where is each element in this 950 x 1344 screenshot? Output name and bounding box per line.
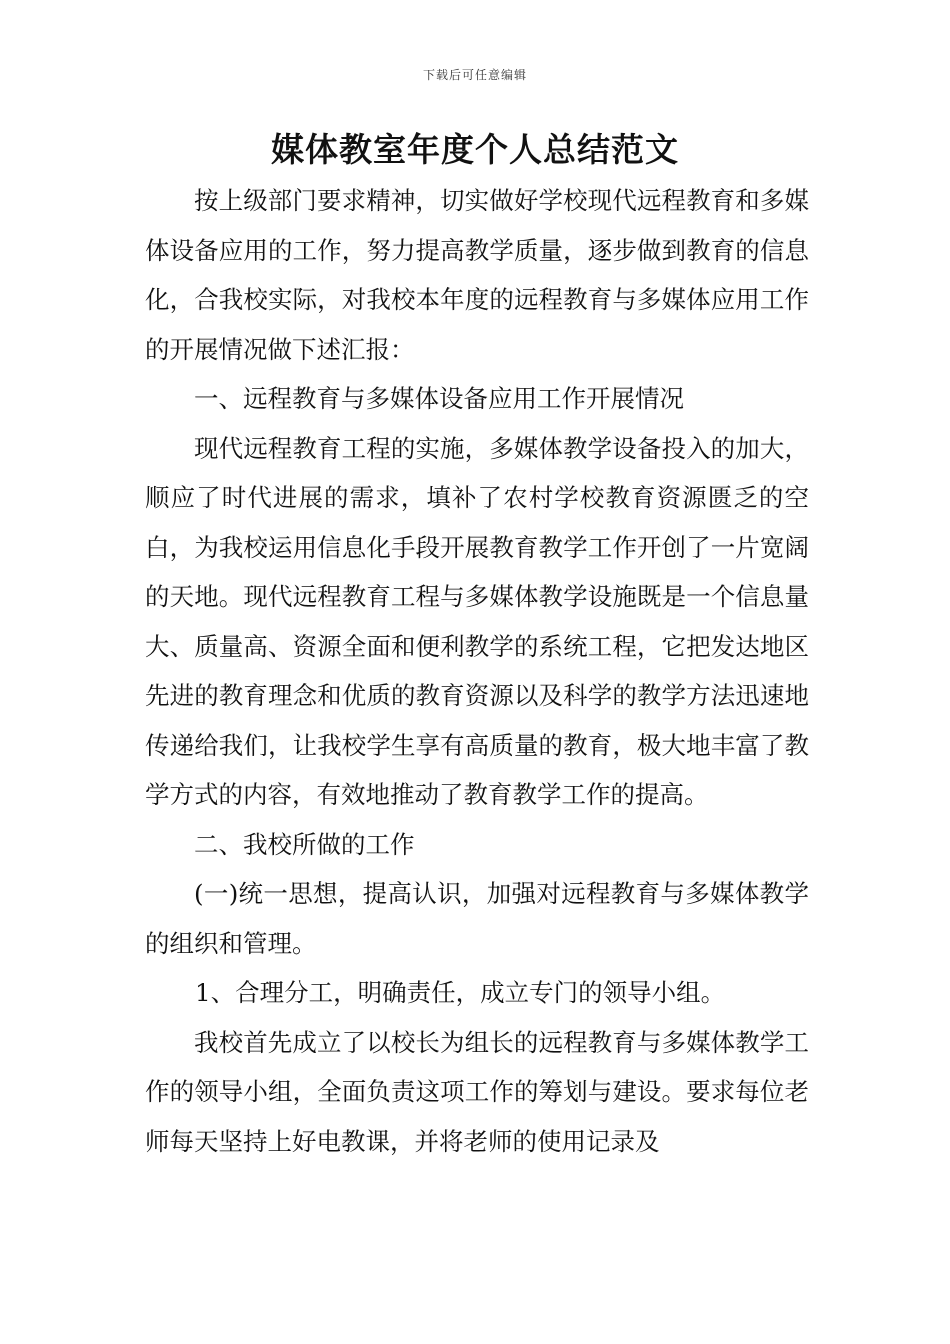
document-body: [145, 176, 809, 1166]
subsection-heading-1: (一)统一思想，提高认识，加强对远程教育与多媒体教学的组织和管理。: [145, 879, 809, 958]
header-note: 下载后可任意编辑: [422, 68, 527, 82]
section-1-paragraph: 现代远程教育工程的实施，多媒体教学设备投入的加大，顺应了时代进展的需求，填补了农村学校教育资源匮乏的空白，为我校运用信息化手段开展教育教学工作开创了一片宽阔的天地。现代远程教育工程与多媒体教学设施既是一个信息量大、质量高、资源全面和便利教学的系统工程，它把发达地区先进的教育理念和优质的教育资源以及科学的教学方法迅速地传递给我们，让我校学生享有高质量的教育，极大地丰富了教学方式的内容，有效地推动了教育教学工作的提高。: [145, 433, 809, 809]
numbered-item-1: 1、合理分工，明确责任，成立专门的领导小组。: [195, 978, 726, 1007]
intro-paragraph: 按上级部门要求精神，切实做好学校现代远程教育和多媒体设备应用的工作，努力提高教学质量，逐步做到教育的信息化，合我校实际，对我校本年度的远程教育与多媒体应用工作的开展情况做下述汇报：: [145, 186, 809, 364]
section-heading-2: 二、我校所做的工作: [194, 829, 415, 859]
section-heading-1: 一、远程教育与多媒体设备应用工作开展情况: [194, 384, 684, 413]
item-1-paragraph: 我校首先成立了以校长为组长的远程教育与多媒体教学工作的领导小组，全面负责这项工作的筹划与建设。要求每位老师每天坚持上好电教课，并将老师的使用记录及: [145, 1027, 809, 1156]
document-title: 媒体教室年度个人总结范文: [271, 130, 679, 169]
